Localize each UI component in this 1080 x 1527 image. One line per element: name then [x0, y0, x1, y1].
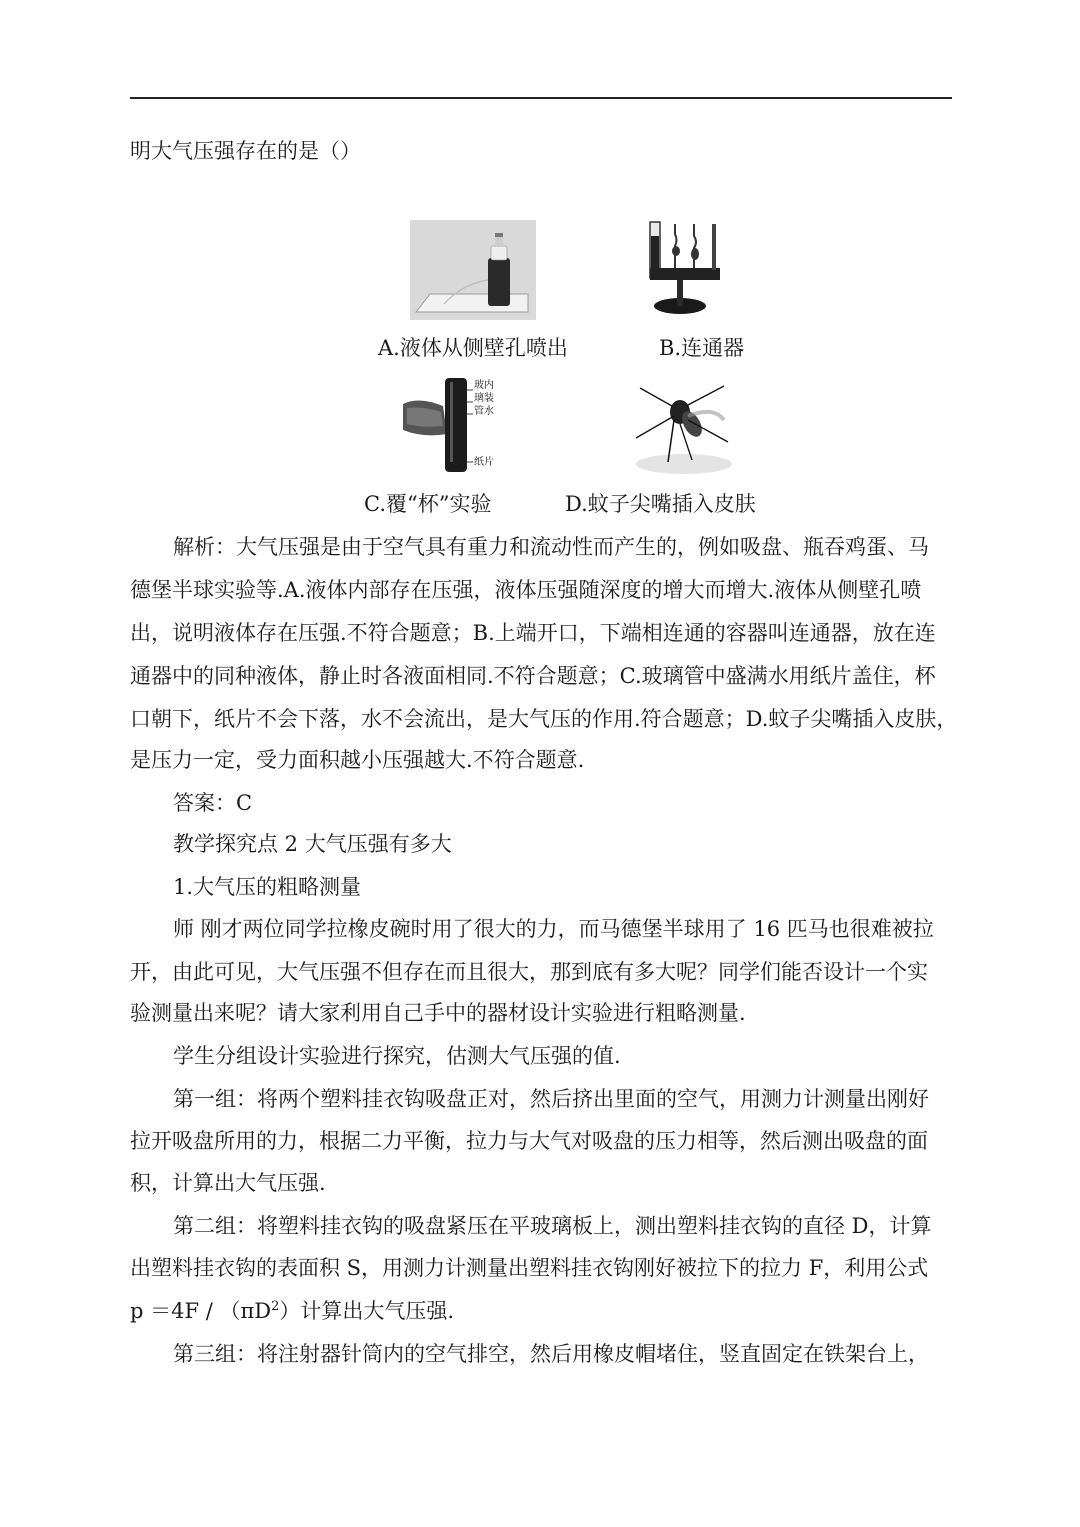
analysis-line-6: 是压力一定，受力面积越小压强越大.不符合题意. [130, 748, 585, 772]
teacher-line-1: 师 刚才两位同学拉橡皮碗时用了很大的力，而马德堡半球用了 16 匹马也很难被拉 [173, 917, 934, 941]
figure-c-caption: C.覆“杯”实验 [364, 492, 492, 516]
figure-c-label-2: 璃装 [474, 393, 494, 404]
figure-a-caption: A.液体从侧壁孔喷出 [378, 336, 568, 360]
formula-lead: p ＝4F / （πD [130, 1299, 272, 1323]
figure-a-image [410, 220, 536, 320]
question-tail: 明大气压强存在的是（） [130, 139, 361, 163]
analysis-line-1: 解析：大气压强是由于空气具有重力和流动性而产生的，例如吸盘、瓶吞鸡蛋、马 [173, 535, 929, 559]
group3-line-1: 第三组：将注射器针筒内的空气排空，然后用橡皮帽堵住，竖直固定在铁架台上， [173, 1342, 929, 1366]
answer-text: 答案：C [173, 791, 253, 815]
figure-b-image [640, 218, 724, 322]
teacher-line-2: 开，由此可见，大气压强不但存在而且很大，那到底有多大呢？同学们能否设计一个实 [130, 960, 928, 984]
figure-d-image [628, 376, 736, 476]
formula-tail: ）计算出大气压强. [279, 1299, 455, 1323]
formula-line [130, 1296, 952, 1326]
group1-line-1: 第一组：将两个塑料挂衣钩吸盘正对，然后挤出里面的空气，用测力计测量出刚好 [173, 1087, 929, 1111]
figure-b-caption: B.连通器 [659, 336, 745, 360]
analysis-line-4: 通器中的同种液体，静止时各液面相同.不符合题意；C.玻璃管中盛满水用纸片盖住，杯 [130, 664, 936, 688]
figure-c-label-4: 纸片 [474, 457, 494, 468]
analysis-line-3: 出，说明液体存在压强.不符合题意；B.上端开口，下端相连通的容器叫连通器，放在连 [130, 621, 936, 645]
figure-c-label-1: 玻内 [474, 380, 494, 391]
group2-line-1: 第二组：将塑料挂衣钩的吸盘紧压在平玻璃板上，测出塑料挂衣钩的直径 D，计算 [173, 1214, 932, 1238]
figure-d-caption: D.蚊子尖嘴插入皮肤 [565, 492, 756, 516]
group2-line-2: 出塑料挂衣钩的表面积 S，用测力计测量出塑料挂衣钩刚好被拉下的拉力 F，利用公式 [130, 1256, 929, 1280]
student-line: 学生分组设计实验进行探究，估测大气压强的值. [173, 1044, 621, 1068]
header-rule [130, 97, 952, 99]
section-title: 教学探究点 2 大气压强有多大 [173, 832, 452, 856]
subsection-title: 1.大气压的粗略测量 [173, 875, 362, 899]
figure-c-label-3: 管水 [474, 406, 494, 417]
analysis-line-5: 口朝下，纸片不会下落，水不会流出，是大气压的作用.符合题意；D.蚊子尖嘴插入皮肤， [130, 707, 958, 731]
formula-exponent: 2 [271, 1299, 280, 1314]
teacher-line-3: 验测量出来呢？请大家利用自己手中的器材设计实验进行粗略测量. [130, 1001, 746, 1025]
group1-line-2: 拉开吸盘所用的力，根据二力平衡，拉力与大气对吸盘的压力相等，然后测出吸盘的面 [130, 1129, 928, 1153]
figure-c-image [403, 376, 505, 476]
group1-line-3: 积，计算出大气压强. [130, 1171, 326, 1195]
analysis-line-2: 德堡半球实验等.A.液体内部存在压强，液体压强随深度的增大而增大.液体从侧壁孔喷 [130, 578, 922, 602]
